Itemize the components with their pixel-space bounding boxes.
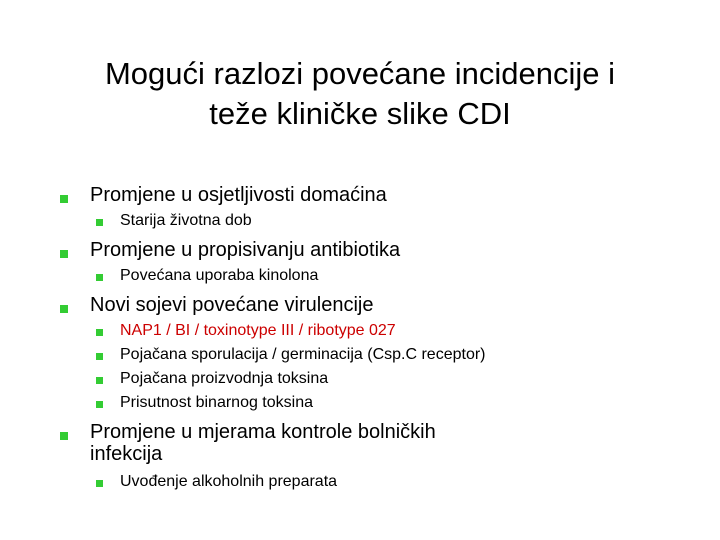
sub-bullet-text: Pojačana proizvodnja toksina <box>120 370 329 387</box>
bullet-item <box>60 184 700 206</box>
bullet-group-antibiotics <box>60 239 700 285</box>
bullet-item <box>60 239 700 261</box>
title-line-1: Mogući razlozi povećane incidencije i <box>104 56 616 91</box>
sub-bullet-text: Prisutnost binarnog toksina <box>120 394 313 411</box>
bullet-list <box>60 184 700 500</box>
square-bullet-icon <box>60 425 68 447</box>
square-bullet-icon <box>96 475 103 493</box>
sub-bullet-text: Uvođenje alkoholnih preparata <box>120 473 338 490</box>
square-bullet-icon <box>96 269 103 287</box>
bullet-text: Promjene u propisivanju antibiotika <box>90 239 401 261</box>
bullet-group-strains <box>60 294 700 412</box>
square-bullet-icon <box>96 396 103 414</box>
sub-bullet-item <box>60 394 700 412</box>
sub-bullet-text-highlight: NAP1 / BI / toxinotype III / ribotype 027 <box>120 322 396 339</box>
sub-bullet-item <box>60 212 700 230</box>
bullet-text: Novi sojevi povećane virulencije <box>90 294 374 316</box>
square-bullet-icon <box>96 372 103 390</box>
square-bullet-icon <box>96 324 103 342</box>
bullet-text: Promjene u osjetljivosti domaćina <box>90 184 387 206</box>
title-line-2: teže kliničke slike CDI <box>209 96 511 131</box>
sub-bullet-item <box>60 473 700 491</box>
sub-bullet-item <box>60 346 700 364</box>
bullet-group-infection-control <box>60 421 700 491</box>
square-bullet-icon <box>96 348 103 366</box>
bullet-item <box>60 294 700 316</box>
bullet-group-host <box>60 184 700 230</box>
bullet-item <box>60 421 700 465</box>
slide-title <box>0 54 720 134</box>
sub-bullet-text: Pojačana sporulacija / germinacija (Csp.C receptor) <box>120 346 486 363</box>
sub-bullet-item <box>60 370 700 388</box>
bullet-text-line-2: infekcija <box>90 443 163 465</box>
square-bullet-icon <box>60 298 68 320</box>
sub-bullet-text: Povećana uporaba kinolona <box>120 267 319 284</box>
square-bullet-icon <box>60 188 68 210</box>
square-bullet-icon <box>60 243 68 265</box>
sub-bullet-text: Starija životna dob <box>120 212 252 229</box>
bullet-text-line-1: Promjene u mjerama kontrole bolničkih <box>90 421 436 443</box>
sub-bullet-item <box>60 322 700 340</box>
sub-bullet-item <box>60 267 700 285</box>
square-bullet-icon <box>96 214 103 232</box>
